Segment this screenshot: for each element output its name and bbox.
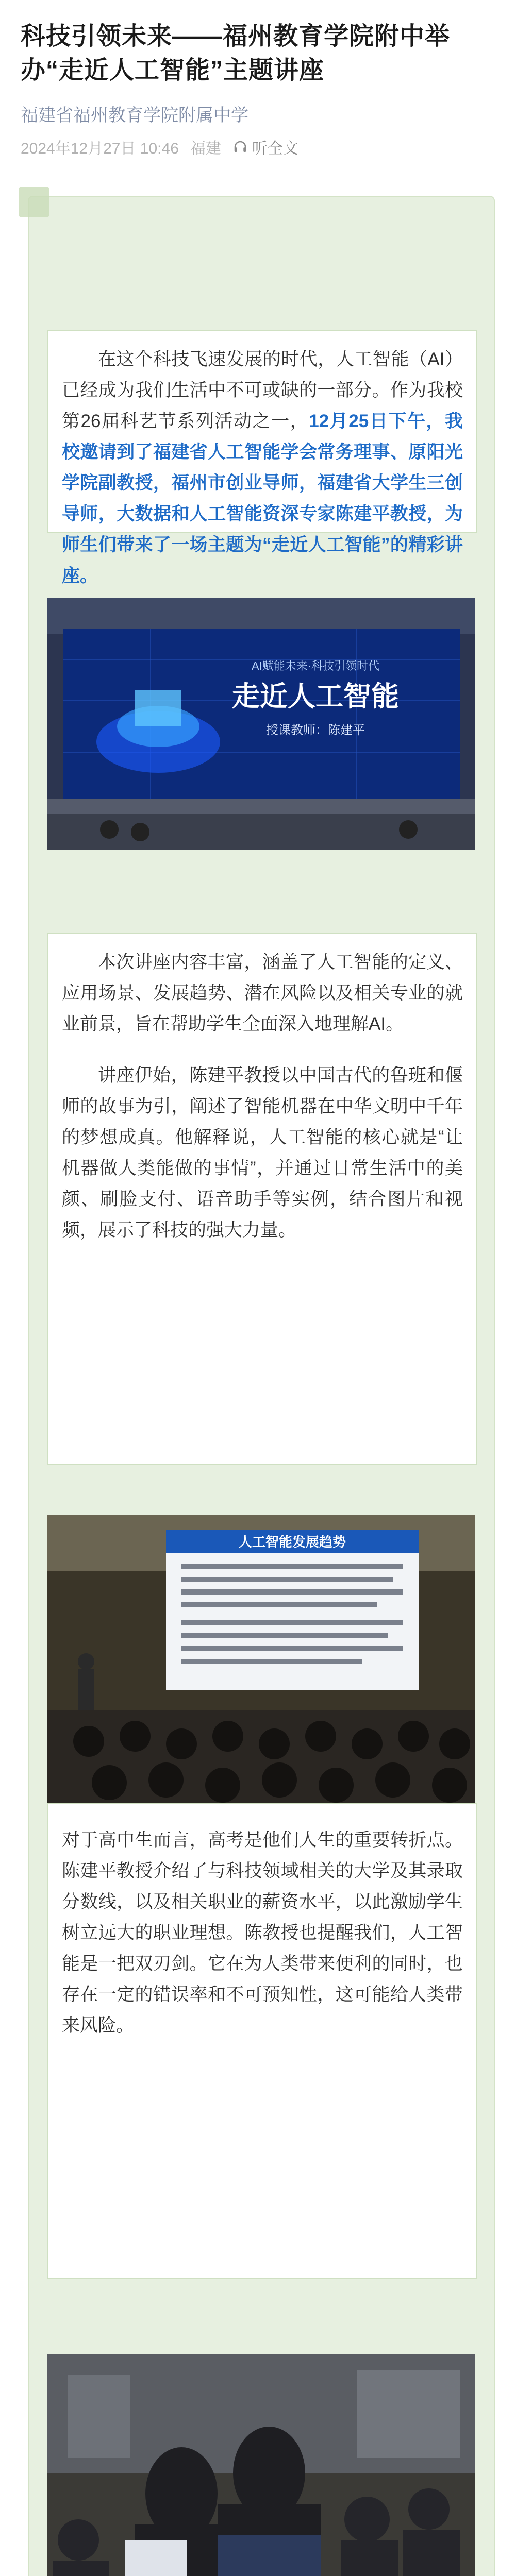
- screen-subtitle: AI赋能未来·科技引领时代: [251, 659, 380, 672]
- story-paragraph: 讲座伊始，陈建平教授以中国古代的鲁班和偃师的故事为引，阐述了智能机器在中华文明中千年的梦想成真。他解释说，人工智能的核心就是“让机器做人类能做的事情”，并通过日常生活中的美颜、刷脸支付、语音助手等实例，结合图片和视频，展示了科技的强大力量。: [62, 1065, 463, 1240]
- lecture-photo-1[interactable]: [47, 598, 475, 850]
- intro-lead: 在这个科技飞速发展的时代，人工智能（AI）已经成为我们生活中不可或缺的一部分。作为我校第26届科艺节系列活动之一，: [62, 349, 463, 431]
- overview-paragraph: 本次讲座内容丰富，涵盖了人工智能的定义、应用场景、发展趋势、潜在风险以及相关专业的就业前景，旨在帮助学生全面深入地理解AI。: [62, 952, 463, 1034]
- listen-button[interactable]: [232, 135, 298, 158]
- headphones-icon: [232, 139, 248, 155]
- publish-location: 福建: [190, 140, 221, 157]
- text-panel-intro: [47, 330, 477, 586]
- lecture-photo-3[interactable]: [47, 2354, 475, 2576]
- text-panel-career: [47, 1803, 477, 2279]
- lecture-photo-2[interactable]: [47, 1515, 475, 1803]
- career-text: [48, 1804, 476, 2059]
- publish-date: 2024年12月27日 10:46: [21, 140, 179, 157]
- screen-speaker: 授课教师：陈建平: [266, 723, 365, 737]
- overview-text: [48, 934, 476, 1263]
- article-title: 科技引领未来——福州教育学院附中举办“走近人工智能”主题讲座: [21, 23, 451, 84]
- slide-title: 人工智能发展趋势: [238, 1534, 346, 1550]
- screen-title: 走近人工智能: [232, 680, 399, 713]
- text-panel-overview: [47, 933, 477, 1465]
- article-header: [0, 0, 532, 158]
- account-name[interactable]: 福建省福州教育学院附属中学: [21, 106, 248, 125]
- career-paragraph: 对于高中生而言，高考是他们人生的重要转折点。陈建平教授介绍了与科技领域相关的大学及其录取分数线，以及相关职业的薪资水平，以此激励学生树立远大的职业理想。陈教授也提醒我们，人工智能是一把双刃剑。它在为人类带来便利的同时，也存在一定的错误率和不可预知性，这可能给人类带来风险。: [62, 1830, 463, 2036]
- intro-highlight: 12月25日下午，我校邀请到了福建省人工智能学会常务理事、原阳光学院副教授，福州市创业导师，福建省大学生三创导师，大数据和人工智能资深专家陈建平教授，为师生们带来了一场主题为“走近人工智能”的精彩讲座。: [62, 411, 463, 586]
- listen-label: 听全文: [252, 140, 298, 157]
- intro-paragraph: [48, 331, 476, 609]
- article-meta: [21, 135, 511, 158]
